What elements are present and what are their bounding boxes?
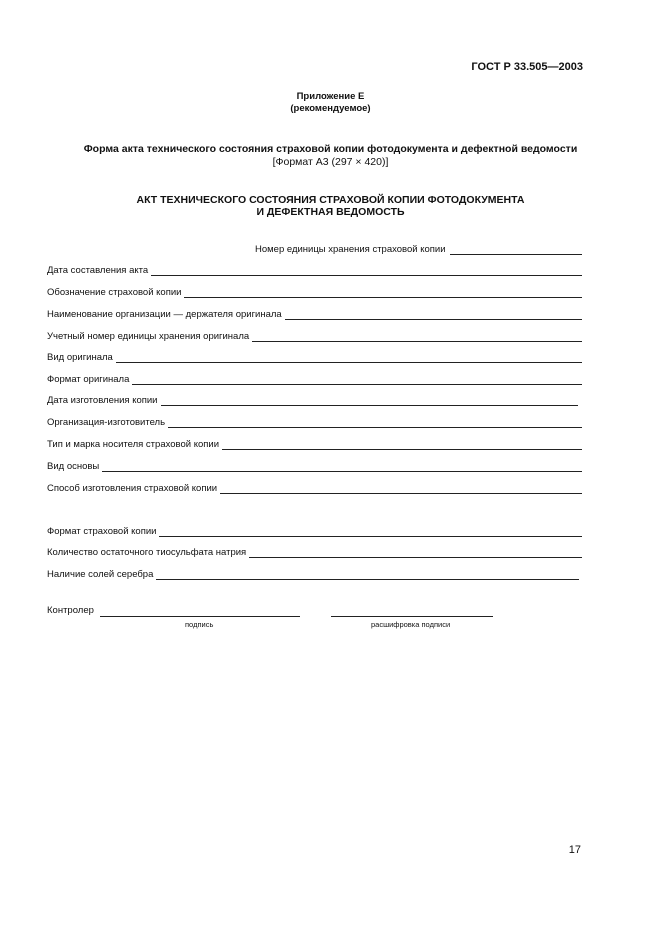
field-row (47, 525, 582, 537)
field-row (47, 438, 582, 450)
act-title (0, 194, 661, 218)
field-line (132, 375, 582, 385)
field-line (168, 418, 582, 428)
field-row (47, 351, 582, 363)
form-format: [Формат А3 (297 × 420)] (272, 156, 389, 168)
field-line (220, 484, 582, 494)
act-title-line1: АКТ ТЕХНИЧЕСКОГО СОСТОЯНИЯ СТРАХОВОЙ КОПИИ ФОТОДОКУМЕНТА (136, 194, 525, 206)
field-label: Организация-изготовитель (47, 417, 166, 428)
field-label: Вид оригинала (47, 352, 113, 363)
field-line (151, 266, 582, 276)
standard-number: ГОСТ Р 33.505—2003 (471, 61, 583, 73)
field-line (159, 527, 582, 537)
field-line (252, 332, 582, 342)
field-line (116, 353, 582, 363)
act-title-line2: И ДЕФЕКТНАЯ ВЕДОМОСТЬ (256, 206, 405, 218)
field-row (47, 394, 578, 406)
form-title-text: Форма акта технического состояния страховой копии фотодокумента и дефектной ведомости (83, 143, 578, 155)
controller-label: Контролер (47, 605, 94, 616)
field-row (47, 546, 582, 558)
signature-decode-line (331, 615, 493, 617)
field-line (102, 462, 582, 472)
signature-caption: подпись (185, 620, 214, 629)
field-line (161, 396, 579, 406)
field-line (184, 288, 582, 298)
storage-unit-line (450, 245, 582, 255)
field-row (47, 568, 579, 580)
form-title (0, 143, 661, 169)
appendix-title: Приложение Е (296, 91, 365, 102)
field-line (249, 548, 582, 558)
field-label: Формат страховой копии (47, 526, 157, 537)
field-label: Обозначение страховой копии (47, 287, 182, 298)
field-row (47, 308, 582, 320)
field-label: Дата составления акта (47, 265, 149, 276)
field-row (47, 264, 582, 276)
field-row (47, 482, 582, 494)
page-number: 17 (568, 844, 581, 856)
storage-unit-label: Номер единицы хранения страховой копии (255, 244, 446, 255)
signature-line (100, 615, 300, 617)
field-label: Вид основы (47, 461, 100, 472)
field-row (47, 460, 582, 472)
field-row (47, 330, 582, 342)
field-label: Формат оригинала (47, 374, 130, 385)
field-line (156, 570, 579, 580)
field-row (47, 286, 582, 298)
field-label: Учетный номер единицы хранения оригинала (47, 331, 250, 342)
field-label: Количество остаточного тиосульфата натрия (47, 547, 247, 558)
field-line (222, 440, 582, 450)
field-label: Наименование организации — держателя оригинала (47, 309, 282, 320)
field-label: Дата изготовления копии (47, 395, 158, 406)
appendix-heading (0, 91, 661, 115)
appendix-note: (рекомендуемое) (290, 103, 371, 114)
field-label: Тип и марка носителя страховой копии (47, 439, 220, 450)
field-line (285, 310, 582, 320)
field-row (47, 416, 582, 428)
field-label: Способ изготовления страховой копии (47, 483, 218, 494)
signature-decode-caption: расшифровка подписи (371, 620, 451, 629)
field-row (47, 373, 582, 385)
field-label: Наличие солей серебра (47, 569, 154, 580)
storage-unit-field (255, 243, 582, 255)
